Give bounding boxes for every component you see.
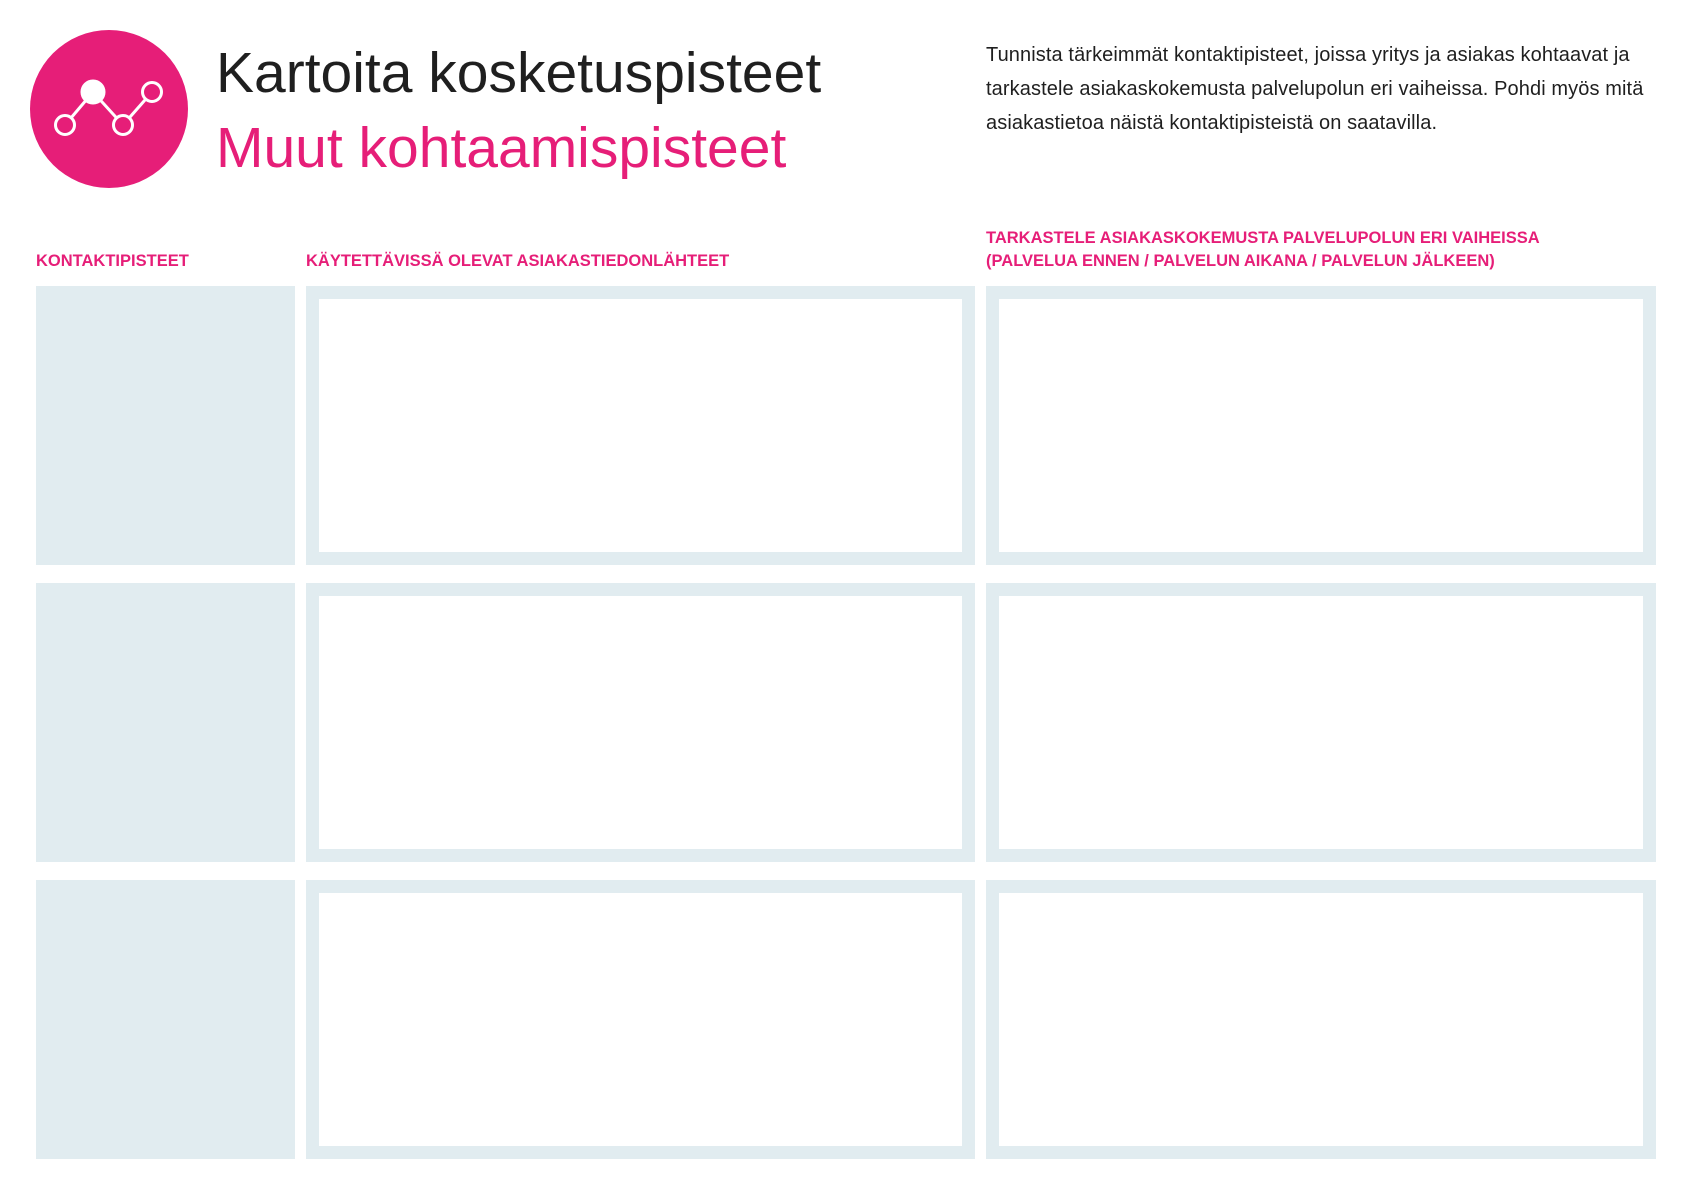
experience-cell	[986, 880, 1656, 1159]
touchpoint-logo	[30, 30, 188, 188]
column-header-experience-line: (PALVELUA ENNEN / PALVELUN AIKANA / PALVELUN JÄLKEEN)	[986, 252, 1495, 270]
page-title: Kartoita kosketuspisteet	[216, 41, 822, 105]
column-header-experience-line: TARKASTELE ASIAKASKOKEMUSTA PALVELUPOLUN ERI VAIHEISSA	[986, 229, 1540, 247]
experience-cell	[986, 583, 1656, 862]
data-sources-input-area[interactable]	[319, 893, 962, 1146]
experience-input-area[interactable]	[999, 893, 1643, 1146]
data-sources-cell	[306, 583, 975, 862]
column-header-experience	[986, 227, 1540, 273]
touchpoint-cell[interactable]	[36, 286, 295, 565]
intro-text: Tunnista tärkeimmät kontaktipisteet, joissa yritys ja asiakas kohtaavat ja tarkastele asiakaskokemusta palvelupolun eri vaiheissa. Pohdi myös mitä asiakastietoa näistä kontaktipisteistä on saatavilla.	[986, 44, 1644, 134]
data-sources-input-area[interactable]	[319, 596, 962, 849]
data-sources-cell	[306, 880, 975, 1159]
touchpoint-cell[interactable]	[36, 880, 295, 1159]
experience-input-area[interactable]	[999, 596, 1643, 849]
data-sources-input-area[interactable]	[319, 299, 962, 552]
experience-input-area[interactable]	[999, 299, 1643, 552]
column-header-touchpoints: KONTAKTIPISTEET	[36, 252, 189, 270]
page-subtitle: Muut kohtaamispisteet	[216, 116, 787, 180]
touchpoint-cell[interactable]	[36, 583, 295, 862]
column-header-data-sources: KÄYTETTÄVISSÄ OLEVAT ASIAKASTIEDONLÄHTEET	[306, 252, 730, 270]
touchpoint-network-icon	[30, 30, 188, 188]
data-sources-cell	[306, 286, 975, 565]
experience-cell	[986, 286, 1656, 565]
